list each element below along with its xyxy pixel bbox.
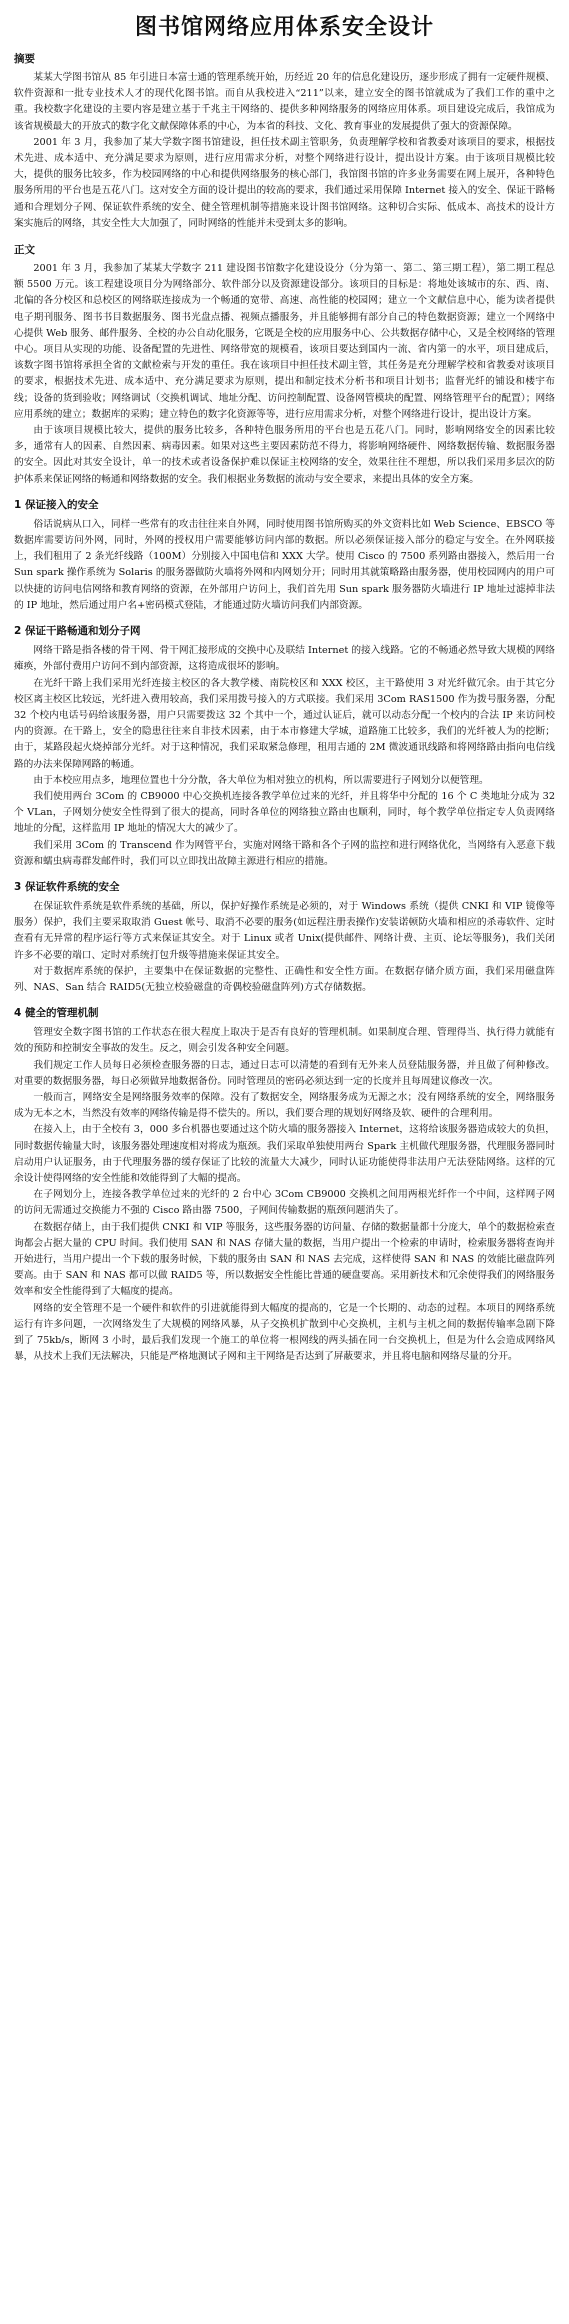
section-heading-software: 3 保证软件系统的安全 — [14, 880, 120, 893]
section-heading-management: 4 健全的管理机制 — [14, 1007, 99, 1020]
section-paragraph: 一般而言，网络安全是网络服务效率的保障。没有了数据安全，网络服务成为无源之水；没有网络系统的安全，网络服务成为无本之木，当然没有效率的网络传输是得不偿失的。所以，我们要合理的规划好网络及软、硬件的合理利用。 — [14, 1091, 555, 1120]
section-heading-access: 1 保证接入的安全 — [14, 498, 99, 511]
abstract-paragraph: 某某大学图书馆从 85 年引进日本富士通的管理系统开始，历经近 20 年的信息化建设历，逐步形成了拥有一定硬件规模、软件资源和一批专业技术人才的现代化图书馆。而自从我校进入“211”以来，建立安全的图书馆就成为了我们工作的重中之重。我校数字化建设的主要内容是建立基于千兆主干网络的、提供多种网络服务的网络应用体系。项目建设完成后，我馆成为该省规模最大的开放式的数字化文献保障体系的中心，为本省的科技、文化、教育事业的发展提供了强大的资源保障。 — [14, 72, 555, 132]
section-paragraph: 管理安全数字图书馆的工作状态在很大程度上取决于是否有良好的管理机制。如果制度合理、管理得当、执行得力就能有效的预防和控制安全事故的发生。反之，则会引发各种安全问题。 — [14, 1027, 555, 1055]
section-paragraph: 在光纤干路上我们采用光纤连接主校区的各大教学楼、南院校区和 XXX 校区，主干路使用 3 对光纤做冗余。由于其它分校区离主校区比较远，光纤进入费用较高，我们采用拨号接入的方式联接。我们采用 3Com RAS1500 作为拨号服务器，分配 32 个校内电话号码给该服务器，用户只需要拨这 32 个其中一个，通过认证后，就可以动态分配一个校内的合法 IP 来访问校内的资源。在干路上，安全的隐患往往来自非技术因素，由于本市修建大学城，道路施工比较多，我们的光纤被人为的挖断；由于，某路段起火烧掉部分光纤。对于这种情况，我们采取紧急修理，租用吉通的 2M 微波通讯线路和将网络路由指向电信线路的办法来保障网路的畅通。 — [14, 677, 555, 770]
document-title: 图书馆网络应用体系安全设计 — [134, 15, 434, 40]
section-paragraph: 我们采用 3Com 的 Transcend 作为网管平台，实施对网络干路和各个子网的监控和进行网络优化，当网络有入恶意下载资源和蠕虫病毒群发邮件时，我们可以立即找出故障主源进行相应的措施。 — [14, 839, 555, 867]
section-paragraph: 由于本校应用点多，地理位置也十分分散，各大单位为相对独立的机构，所以需要进行子网划分以便管理。 — [33, 774, 489, 786]
body-intro-paragraph: 2001 年 3 月，我参加了某某大学数字 211 建设图书馆数字化建设设分（分为第一、第二、第三期工程），第二期工程总额 5500 万元。该工程建设项目分为网络部分、软件部分以及资源建设部分。该项目的目标是：将地处该城市的东、西、南、北偏的各分校区和总校区的网络联连接成为一个畅通的宽带、高速、高性能的校园网；建立一个文献信息中心，能为读者提供电子期刊服务、图书书目数据服务、图书光盘点播、视频点播服务，并且能够拥有部分自己的特色数据资源；建立一个网络中心提供 Web 服务、邮件服务、全校的办公自动化服务，它既是全校的应用服务中心、公共数据存储中心，又是全校网络的管理中心。项目从实现的功能、设备配置的先进性、网络带宽的规模看，该项目要达到国内一流、省内第一的水平，项目建成后，该数字图书馆将承担全省的文献检索与开发的重任。我在该项目中担任技术副主管，其任务是充分理解学校和省教委对该项目的要求，根据技术先进、成本适中、充分满足要求为原则，提出和制定技术分析书和项目计划书；监督光纤的铺设和楼宇布线；设备的货到验收；网络调试（交换机调试、地址分配、访问控制配置、设备网管模块的配置、网络管理平台的配置）；网络应用系统的建立；数据库的采购；建立特色的数字化资源等等，进行应用需求分析，对整个网络进行设计，提出设计方案。 — [14, 263, 555, 420]
section-paragraph: 俗话说病从口入，同样一些常有的攻击往往来自外网，同时使用图书馆所购买的外文资料比如 Web Science、EBSCO 等数据库需要访问外网，同时，外网的授权用户需要能够访问内部的数据。所以必须保证接入部分的稳定与安全。在外网联接上，我们租用了 2 条光纤线路（100M）分别接入中国电信和 XXX 大学。使用 Cisco 的 7500 系列路由器接入，然后用一台 Sun spark 操作系统为 Solaris 的服务器做防火墙将外网和内网划分开；同时用其就策略路由服务器，使用校园网内的用户可以快捷的访问电信网络和教育网络的资源，在外部用户访问上，我们首先用 Sun spark 服务器防火墙进行 IP 地址过滤掉非法的 IP 地址，然后通过用户名+密码模式登陆，才能通过防火墙访问我们内部资源。 — [14, 518, 555, 611]
abstract-label: 摘要 — [14, 53, 35, 65]
section-paragraph: 在保证软件系统是软件系统的基础，所以，保护好操作系统是必须的，对于 Windows 系统（提供 CNKI 和 VIP 镜像等服务）保护，我们主要采取取消 Guest 帐号、取消不必要的服务(如远程注册表操作)安装诺顿防火墙和相应的杀毒软件、定时查看有无异常的程序运行等方式来保证其安全。对于 Linux 或者 Unix(提供邮件、网络计费、主页、论坛等服务)，我们关闭许多不必要的端口、定时对系统打包升级等措施来保证其安全。 — [14, 900, 555, 961]
abstract-paragraph: 2001 年 3 月，我参加了某大学数字图书馆建设，担任技术副主管职务，负责理解学校和省教委对该项目的要求，根据技术先进、成本适中、充分满足要求为原则，进行应用需求分析，对整个网络进行设计，提出设计方案。由于该项目规模比较大，提供的服务比较多，作为校园网络的中心和提供网络服务的核心部门，我馆图书馆的许多业务需要在网上展开，各种特色服务所用的平台也是五花八门。这对安全方面的设计提出的较高的要求，我们通过采用保障 Internet 接入的安全、保证干路畅通和合理划分子网、保证软件系统的安全、健全管理机制等措施来设计图书馆网络。这种切合实际、低成本、高技术的设计方案实施后的网络，其安全性大大加强了，同时网络的性能并未受到太多的影响。 — [14, 136, 555, 229]
section-paragraph: 在接入上，由于全校有 3，000 多台机器也要通过这个防火墙的服务器接入 Internet，这将给该服务器造成较大的负担，同时数据传输量大时，该服务器处理速度相对将成为瓶颈。我们采取单独使用两台 Spark 主机做代理服务器，代理服务器同时启动用户认证服务，由于代理服务器的缓存保证了比较的流量大大减少，同时认证功能使得非法用户无法登陆网络。这样的冗余设计使得网络的安全性能和效能得到了大幅的提高。 — [14, 1124, 555, 1184]
section-paragraph: 网络的安全管理不是一个硬件和软件的引进就能得到大幅度的提高的，它是一个长期的、动态的过程。本项目的网络系统运行有许多问题，一次网络发生了大规模的网络风暴，从子交换机扩散到中心交换机，主机与主机之间的数据传输率急剧下降到了 75kb/s，断网 3 小时，最后我们发现一个施工的单位将一根网线的两头插在同一台交换机上，但是为什么会造成网络风暴，从技术上我们无法解决，只能是严格地测试子网和主干网络是否达到了屏蔽要求，并且将电脑和网络尽量的分开。 — [14, 1302, 555, 1363]
section-paragraph: 在子网划分上，连接各教学单位过来的光纤的 2 台中心 3Com CB9000 交换机之间用两根光纤作一个中间，这样网子网的访问无需通过交换能力不强的 Cisco 路由器 7500，子网间传输数据的瓶颈问题消失了。 — [14, 1189, 555, 1217]
section-paragraph: 在数据存储上，由于我们提供 CNKI 和 VIP 等服务，这些服务器的访问量、存储的数据量都十分庞大，单个的数据检索查询都会占据大量的 CPU 时间。我们使用 SAN 和 NAS 存储大量的数据，当用户提出一个检索的申请时，检索服务器将查询并开始进行，当用户提出一个下载的服务时候，下载的服务由 SAN 和 NAS 去完成，这样使得 SAN 和 NAS 的效能比磁盘阵列要高。由于 SAN 和 NAS 都可以做 RAID5 等，所以数据安全性能比普通的硬盘要高。采用新技术和冗余使得我们的网络服务效率和安全性能得到了大幅度的提高。 — [14, 1221, 555, 1298]
section-paragraph: 对于数据库系统的保护，主要集中在保证数据的完整性、正确性和安全性方面。在数据存储介质方面，我们采用磁盘阵列、NAS、San 结合 RAID5(无独立校验磁盘的奇偶校验磁盘阵列)方式存储数据。 — [14, 965, 555, 993]
section-paragraph: 我们规定工作人员每日必须检查服务器的日志，通过日志可以清楚的看到有无外来人员登陆服务器，并且做了何种修改。对重要的数据服务器，每日必须做异地数据备份。同时管理员的密码必须达到一定的长度并且每周建议修改一次。 — [14, 1059, 555, 1087]
body-label: 正文 — [14, 244, 35, 257]
section-paragraph: 我们使用两台 3Com 的 CB9000 中心交换机连接各教学单位过来的光纤，并且将华中分配的 16 个 C 类地址分成为 32 个 VLan，子网划分使安全性得到了很大的提高，同时各单位的网络独立路由也顺利，同时，每个教学单位指定专人负责网络地址的分配，这样监用 IP 地址的情况大大的减少了。 — [14, 790, 555, 835]
section-paragraph: 网络干路是指各楼的骨干网、骨干网汇接形成的交换中心及联结 Internet 的接入线路。它的不畅通必然导致大规模的网络瘫痪，外部付费用户访问不到内部资源，这将造成很坏的影响。 — [14, 645, 555, 673]
body-intro-paragraph: 由于该项目规模比较大，提供的服务比较多，各种特色服务所用的平台也是五花八门。同时，影响网络安全的因素比较多，通常有人的因素、自然因素、病毒因素。如果对这些主要因素防范不得力，将影响网络硬件、网络数据传输、数据服务器的安全。因此对其安全设计，单一的技术或者设备保护难以保证主校网络的安全，效果往往不理想，所以我们采用多层次的防护体系来保证网络的畅通和网络数据的安全。我们根据业务数据的流动与安全要求，来提出具体的安全方案。 — [14, 425, 555, 485]
section-heading-backbone: 2 保证干路畅通和划分子网 — [14, 625, 141, 638]
